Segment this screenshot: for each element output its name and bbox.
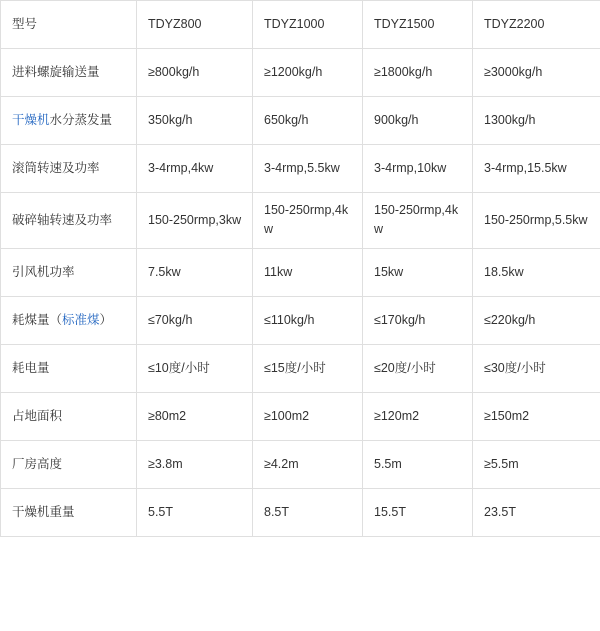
table-row (1, 488, 600, 536)
row-label: 进料螺旋输送量 (1, 49, 137, 97)
table-cell: ≥5.5m (473, 440, 600, 488)
dryer-link[interactable]: 干燥机 (12, 112, 50, 127)
standard-coal-link[interactable]: 标准煤 (62, 312, 100, 327)
table-cell: ≤15度/小时 (253, 344, 363, 392)
table-cell: 15kw (363, 248, 473, 296)
table-cell: ≤110kg/h (253, 296, 363, 344)
table-cell: ≤10度/小时 (137, 344, 253, 392)
table-row (1, 193, 600, 249)
table-cell: 150-250rmp,4kw (363, 193, 473, 249)
row-label: 耗电量 (1, 344, 137, 392)
table-body (1, 1, 600, 537)
row-label-prefix: 耗煤量（ (12, 312, 63, 327)
table-cell: 150-250rmp,4kw (253, 193, 363, 249)
table-cell: 3-4rmp,10kw (363, 145, 473, 193)
table-cell: 3-4rmp,4kw (137, 145, 253, 193)
table-cell: ≤20度/小时 (363, 344, 473, 392)
table-cell: 18.5kw (473, 248, 600, 296)
table-cell: ≤30度/小时 (473, 344, 600, 392)
table-row (1, 145, 600, 193)
table-cell: 1300kg/h (473, 97, 600, 145)
table-row (1, 296, 600, 344)
table-cell: 3-4rmp,15.5kw (473, 145, 600, 193)
cell-model-3: TDYZ1500 (363, 1, 473, 49)
cell-model-2: TDYZ1000 (253, 1, 363, 49)
table-cell: 350kg/h (137, 97, 253, 145)
table-cell: ≥150m2 (473, 392, 600, 440)
table-cell: 150-250rmp,5.5kw (473, 193, 600, 249)
table-cell: 5.5T (137, 488, 253, 536)
table-cell: ≥1200kg/h (253, 49, 363, 97)
row-label: 型号 (1, 1, 137, 49)
table-row (1, 392, 600, 440)
table-cell: ≥4.2m (253, 440, 363, 488)
table-cell: ≤70kg/h (137, 296, 253, 344)
table-row (1, 97, 600, 145)
table-cell: 5.5m (363, 440, 473, 488)
table-cell: ≥100m2 (253, 392, 363, 440)
table-cell: 3-4rmp,5.5kw (253, 145, 363, 193)
row-label: 占地面积 (1, 392, 137, 440)
table-cell: 8.5T (253, 488, 363, 536)
table-row (1, 440, 600, 488)
row-label (1, 296, 137, 344)
table-cell: 650kg/h (253, 97, 363, 145)
table-row (1, 248, 600, 296)
table-cell: 11kw (253, 248, 363, 296)
row-label: 破碎轴转速及功率 (1, 193, 137, 249)
table-cell: ≥3000kg/h (473, 49, 600, 97)
row-label: 厂房高度 (1, 440, 137, 488)
row-label (1, 97, 137, 145)
table-row (1, 1, 600, 49)
table-cell: ≥3.8m (137, 440, 253, 488)
table-cell: ≥800kg/h (137, 49, 253, 97)
row-label: 干燥机重量 (1, 488, 137, 536)
table-cell: ≥1800kg/h (363, 49, 473, 97)
table-cell: 900kg/h (363, 97, 473, 145)
table-cell: ≤220kg/h (473, 296, 600, 344)
table-row (1, 49, 600, 97)
row-label: 滚筒转速及功率 (1, 145, 137, 193)
cell-model-4: TDYZ2200 (473, 1, 600, 49)
row-label: 引风机功率 (1, 248, 137, 296)
table-cell: 23.5T (473, 488, 600, 536)
row-label-suffix: ） (99, 312, 113, 327)
row-label-suffix: 水分蒸发量 (49, 112, 113, 127)
cell-model-1: TDYZ800 (137, 1, 253, 49)
table-cell: 7.5kw (137, 248, 253, 296)
table-cell: 15.5T (363, 488, 473, 536)
table-cell: ≥120m2 (363, 392, 473, 440)
table-cell: ≥80m2 (137, 392, 253, 440)
table-row (1, 344, 600, 392)
table-cell: 150-250rmp,3kw (137, 193, 253, 249)
table-cell: ≤170kg/h (363, 296, 473, 344)
